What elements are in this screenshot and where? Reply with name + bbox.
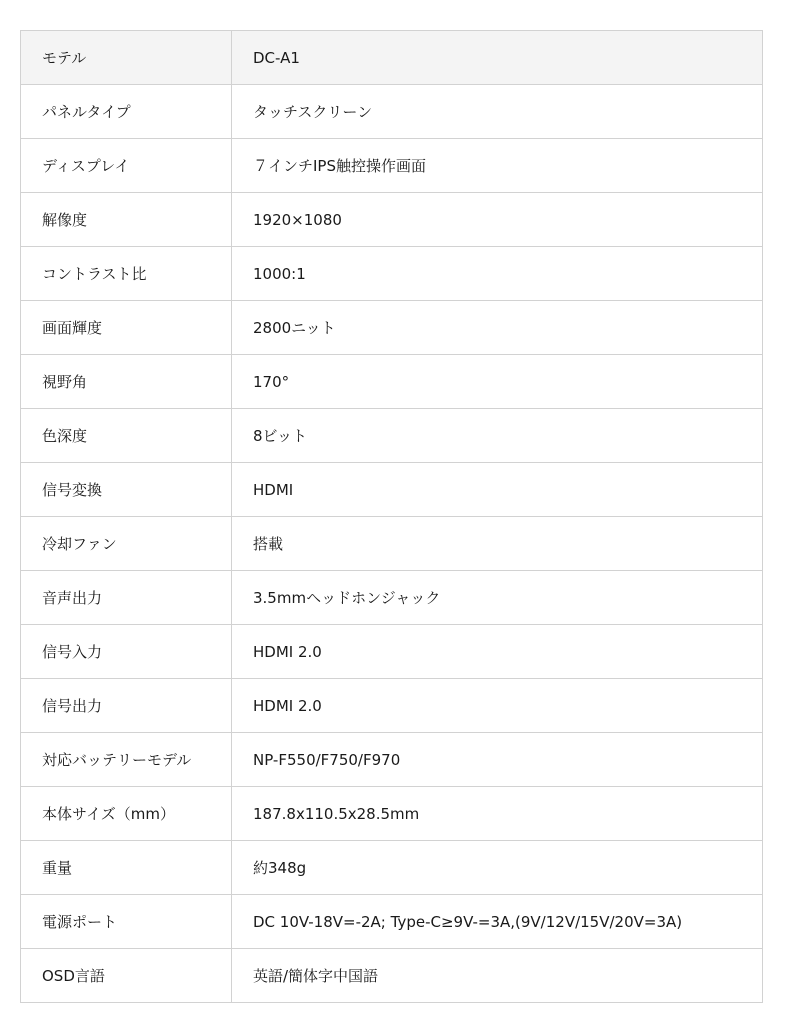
spec-value: 2800ニット (232, 301, 763, 355)
spec-row-signal-input (21, 625, 763, 679)
spec-value: DC-A1 (232, 31, 763, 85)
spec-label: 本体サイズ（mm） (21, 787, 232, 841)
spec-label: 信号出力 (21, 679, 232, 733)
spec-row-signal-output (21, 679, 763, 733)
spec-label: 対応バッテリーモデル (21, 733, 232, 787)
spec-value: NP-F550/F750/F970 (232, 733, 763, 787)
spec-label: 解像度 (21, 193, 232, 247)
spec-label: 重量 (21, 841, 232, 895)
spec-value: ７インチIPS触控操作画面 (232, 139, 763, 193)
spec-row-osd-language (21, 949, 763, 1003)
spec-row-display (21, 139, 763, 193)
spec-row-cooling-fan (21, 517, 763, 571)
spec-value: 3.5mmヘッドホンジャック (232, 571, 763, 625)
spec-row-brightness (21, 301, 763, 355)
spec-value: HDMI 2.0 (232, 679, 763, 733)
spec-label: 信号変換 (21, 463, 232, 517)
spec-row-dimensions (21, 787, 763, 841)
spec-value: HDMI 2.0 (232, 625, 763, 679)
spec-row-contrast (21, 247, 763, 301)
spec-value: 1000:1 (232, 247, 763, 301)
spec-value: 187.8x110.5x28.5mm (232, 787, 763, 841)
spec-row-color-depth (21, 409, 763, 463)
spec-row-model (21, 31, 763, 85)
spec-row-viewing-angle (21, 355, 763, 409)
spec-value: タッチスクリーン (232, 85, 763, 139)
spec-row-resolution (21, 193, 763, 247)
spec-value: 英語/簡体字中国語 (232, 949, 763, 1003)
spec-label: モテル (21, 31, 232, 85)
spec-row-battery (21, 733, 763, 787)
spec-label: 音声出力 (21, 571, 232, 625)
spec-label: OSD言語 (21, 949, 232, 1003)
spec-row-panel-type (21, 85, 763, 139)
spec-label: 電源ポート (21, 895, 232, 949)
spec-row-weight (21, 841, 763, 895)
spec-label: 色深度 (21, 409, 232, 463)
spec-value: 8ビット (232, 409, 763, 463)
spec-value: HDMI (232, 463, 763, 517)
spec-label: パネルタイプ (21, 85, 232, 139)
spec-label: コントラスト比 (21, 247, 232, 301)
spec-value: 170° (232, 355, 763, 409)
spec-label: 画面輝度 (21, 301, 232, 355)
spec-label: 冷却ファン (21, 517, 232, 571)
spec-label: 視野角 (21, 355, 232, 409)
spec-row-audio-output (21, 571, 763, 625)
spec-table (20, 30, 763, 1003)
spec-row-signal-conversion (21, 463, 763, 517)
spec-value: DC 10V-18V=-2A; Type-C≥9V-=3A,(9V/12V/15V/20V=3A) (232, 895, 763, 949)
spec-value: 1920×1080 (232, 193, 763, 247)
spec-row-power-port (21, 895, 763, 949)
spec-value: 約348g (232, 841, 763, 895)
spec-value: 搭載 (232, 517, 763, 571)
spec-label: 信号入力 (21, 625, 232, 679)
spec-label: ディスプレイ (21, 139, 232, 193)
